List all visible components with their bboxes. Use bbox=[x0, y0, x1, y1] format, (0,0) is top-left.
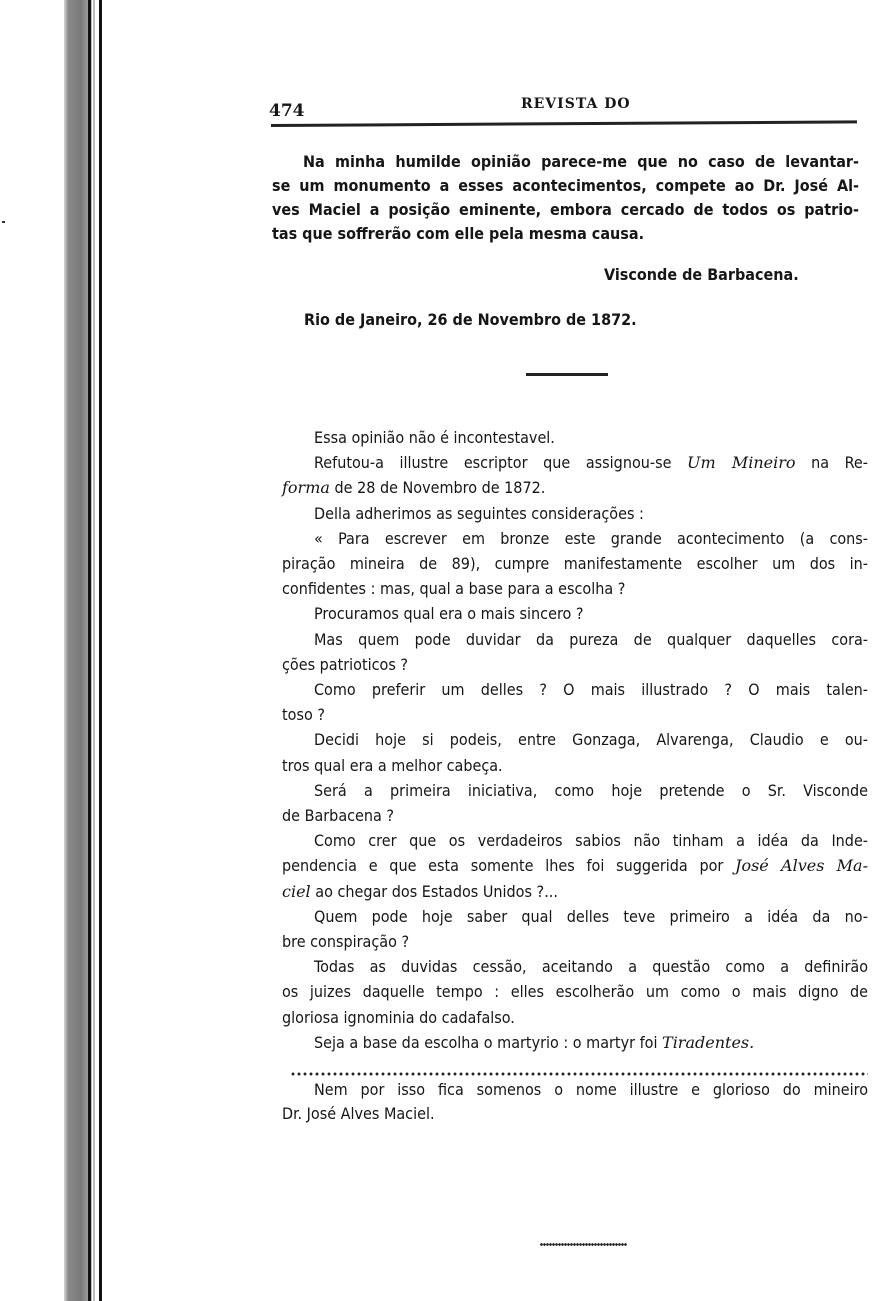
text-segment: pendencia e que esta somente lhes foi suggerida por bbox=[282, 856, 736, 876]
header-rule bbox=[271, 120, 857, 127]
text-line: confidentes : mas, qual a base para a escolha ? bbox=[282, 579, 626, 599]
gutter-edge-line bbox=[99, 0, 102, 1301]
text-line: « Para escrever em bronze este grande acontecimento (a cons- bbox=[314, 528, 868, 548]
text-segment: Seja a base da escolha o martyrio : o martyr foi bbox=[314, 1032, 663, 1052]
text-line bbox=[314, 453, 868, 473]
italic-segment: ciel bbox=[282, 881, 311, 901]
italic-segment: José Alves Ma- bbox=[735, 856, 868, 876]
text-segment: ao chegar dos Estados Unidos ?... bbox=[310, 881, 558, 901]
text-line: toso ? bbox=[282, 705, 325, 725]
gutter-edge-line bbox=[88, 0, 91, 1301]
text-line bbox=[282, 856, 868, 876]
section-separator bbox=[526, 373, 608, 376]
text-line: Dr. José Alves Maciel. bbox=[282, 1104, 435, 1123]
dotted-ellipsis-line bbox=[290, 1072, 868, 1076]
page-number: 474 bbox=[269, 101, 305, 121]
italic-segment: Tiradentes. bbox=[662, 1032, 755, 1052]
italic-segment: Um Mineiro bbox=[687, 453, 796, 473]
text-line: Mas quem pode duvidar da pureza de qualquer daquelles cora- bbox=[314, 629, 868, 649]
text-line bbox=[282, 882, 558, 902]
text-line: Será a primeira iniciativa, como hoje pretende o Sr. Visconde bbox=[314, 780, 868, 800]
italic-segment: forma bbox=[282, 478, 330, 498]
letter-line: Na minha humilde opinião parece-me que no caso de levantar- bbox=[303, 152, 859, 171]
text-segment: de 28 de Novembro de 1872. bbox=[329, 478, 546, 498]
text-line: tros qual era a melhor cabeça. bbox=[282, 755, 503, 775]
text-line: bre conspiração ? bbox=[282, 932, 410, 951]
text-line: Como preferir um delles ? O mais illustrado ? O mais talen- bbox=[314, 680, 868, 699]
text-line: Nem por isso fica somenos o nome illustre e glorioso do mineiro bbox=[314, 1080, 868, 1099]
signature: Visconde de Barbacena. bbox=[604, 265, 799, 284]
text-line: Como crer que os verdadeiros sabios não tinham a idéa da Inde- bbox=[314, 831, 868, 851]
text-line: de Barbacena ? bbox=[282, 806, 395, 825]
text-line: Della adherimos as seguintes considerações : bbox=[314, 503, 644, 523]
running-head: REVISTA DO bbox=[521, 96, 631, 112]
letter-line: se um monumento a esses acontecimentos, compete ao Dr. José Al- bbox=[272, 176, 859, 195]
gutter-highlight bbox=[93, 0, 95, 1301]
text-line: Decidi hoje si podeis, entre Gonzaga, Alvarenga, Claudio e ou- bbox=[314, 730, 868, 750]
text-line bbox=[282, 478, 545, 498]
text-segment: Refutou-a illustre escriptor que assignou-se bbox=[314, 453, 688, 473]
text-line: ções patrioticos ? bbox=[282, 654, 409, 674]
end-ornament-rule bbox=[540, 1243, 627, 1246]
letter-line: tas que soffrerão com elle pela mesma causa. bbox=[272, 224, 645, 243]
text-line: os juizes daquelle tempo : elles escolherão um como o mais digno de bbox=[282, 982, 868, 1002]
text-line: Procuramos qual era o mais sincero ? bbox=[314, 604, 584, 624]
text-line: gloriosa ignominia do cadafalso. bbox=[282, 1007, 515, 1027]
dateline: Rio de Janeiro, 26 de Novembro de 1872. bbox=[304, 310, 637, 329]
text-line: Quem pode hoje saber qual delles teve primeiro a idéa da no- bbox=[314, 906, 868, 926]
text-line: Essa opinião não é incontestavel. bbox=[314, 428, 555, 447]
text-line: piração mineira de 89), cumpre manifestamente escolher um dos in- bbox=[282, 554, 868, 573]
scan-speck bbox=[2, 221, 5, 223]
text-segment: na Re- bbox=[795, 453, 868, 473]
letter-line: ves Maciel a posição eminente, embora cercado de todos os patrio- bbox=[272, 200, 859, 219]
text-line bbox=[314, 1033, 754, 1053]
text-line: Todas as duvidas cessão, aceitando a questão como a definirão bbox=[314, 957, 868, 977]
